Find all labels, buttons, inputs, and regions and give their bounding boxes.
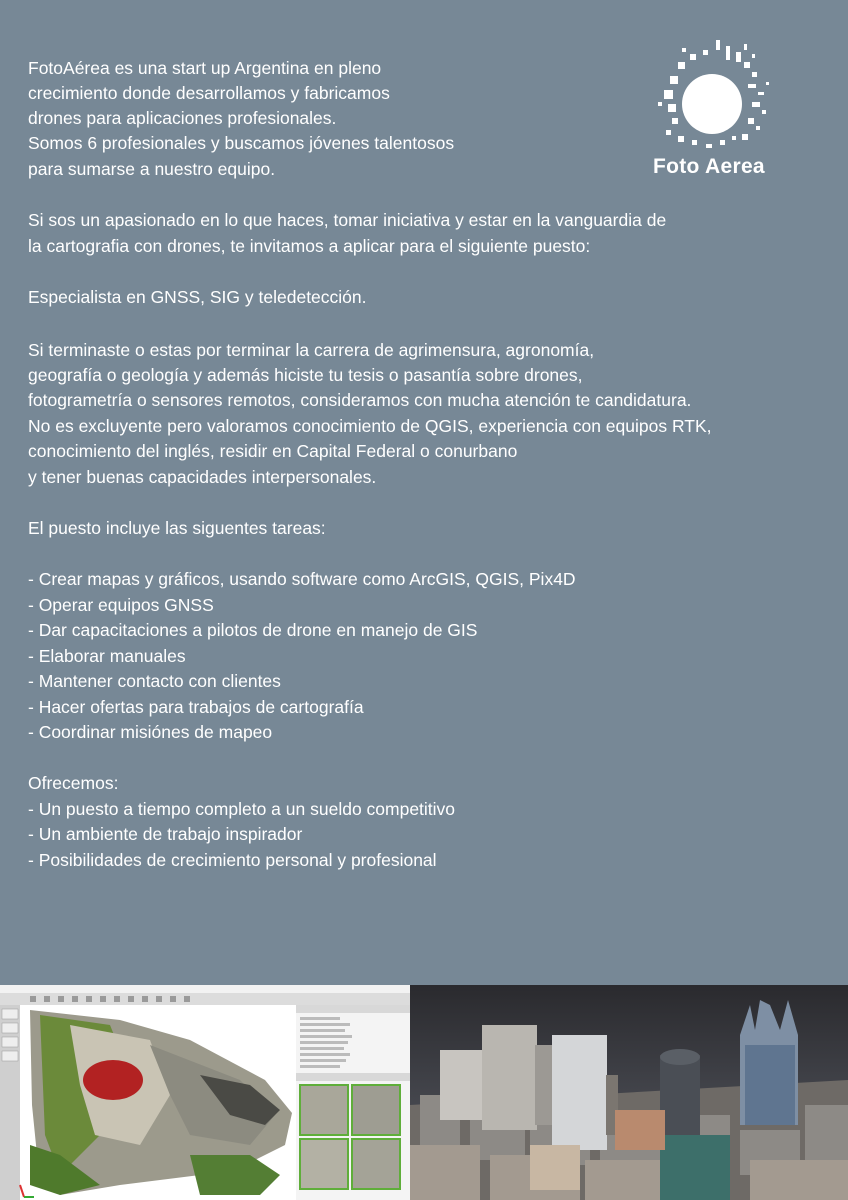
offer-item: - Un puesto a tiempo completo a un sueldo competitivo bbox=[28, 799, 456, 819]
city-3d-model-image bbox=[410, 985, 848, 1200]
position-title: Especialista en GNSS, SIG y teledetección. bbox=[28, 287, 367, 307]
logo-wordmark: Foto Aerea bbox=[653, 155, 765, 178]
requirements-line-5: conocimiento del inglés, residir en Capital Federal o conurbano bbox=[28, 441, 518, 461]
task-item: - Coordinar misiónes de mapeo bbox=[28, 722, 273, 742]
invite-line-2: la cartografia con drones, te invitamos a aplicar para el siguiente puesto: bbox=[28, 236, 591, 256]
offer-item: - Posibilidades de crecimiento personal y profesional bbox=[28, 850, 437, 870]
intro-line-4: Somos 6 profesionales y buscamos jóvenes talentosos bbox=[28, 133, 455, 153]
task-item: - Dar capacitaciones a pilotos de drone en manejo de GIS bbox=[28, 620, 478, 640]
intro-line-2: crecimiento donde desarrollamos y fabricamos bbox=[28, 83, 390, 103]
requirements-line-1: Si terminaste o estas por terminar la carrera de agrimensura, agronomía, bbox=[28, 340, 595, 360]
intro-line-1: FotoAérea es una start up Argentina en pleno bbox=[28, 58, 382, 78]
task-item: - Hacer ofertas para trabajos de cartografía bbox=[28, 697, 364, 717]
photogrammetry-software-image bbox=[0, 985, 410, 1200]
photo-strip bbox=[0, 985, 848, 1200]
requirements-line-4: No es excluyente pero valoramos conocimiento de QGIS, experiencia con equipos RTK, bbox=[28, 416, 712, 436]
offer-heading: Ofrecemos: bbox=[28, 773, 119, 793]
tasks-heading: El puesto incluye las siguentes tareas: bbox=[28, 518, 326, 538]
requirements-line-2: geografía o geología y además hiciste tu tesis o pasantía sobre drones, bbox=[28, 365, 583, 385]
intro-line-3: drones para aplicaciones profesionales. bbox=[28, 108, 337, 128]
task-item: - Crear mapas y gráficos, usando software como ArcGIS, QGIS, Pix4D bbox=[28, 569, 576, 589]
intro-line-5: para sumarse a nuestro equipo. bbox=[28, 159, 276, 179]
invite-line-1: Si sos un apasionado en lo que haces, tomar iniciativa y estar en la vanguardia de bbox=[28, 210, 667, 230]
requirements-line-6: y tener buenas capacidades interpersonales. bbox=[28, 467, 377, 487]
task-item: - Mantener contacto con clientes bbox=[28, 671, 281, 691]
task-item: - Operar equipos GNSS bbox=[28, 595, 214, 615]
requirements-line-3: fotogrametría o sensores remotos, consideramos con mucha atención te candidatura. bbox=[28, 390, 692, 410]
task-item: - Elaborar manuales bbox=[28, 646, 186, 666]
offer-item: - Un ambiente de trabajo inspirador bbox=[28, 824, 303, 844]
